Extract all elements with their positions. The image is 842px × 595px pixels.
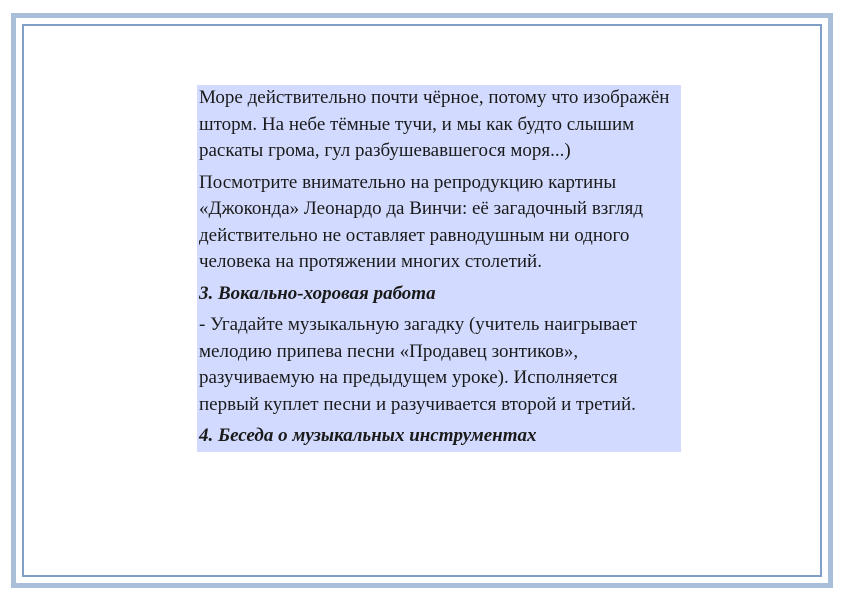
heading-vocal-choral-work: 3. Вокально-хоровая работа — [199, 282, 436, 304]
paragraph-musical-riddle: - Угадайте музыкальную загадку (учитель наигрывает мелодию припева песни «Продавец зонтиков», разучиваемую на предыдущем уроке). Исполняется первый куплет песни и разучивается второй и третий. — [199, 314, 637, 415]
paragraph-sea-description: Море действительно почти чёрное, потому что изображён шторм. На небе тёмные тучи, и мы как будто слышим раскаты грома, гул разбушевавшегося моря...) — [199, 87, 670, 161]
paragraph-gioconda: Посмотрите внимательно на репродукцию картины «Джоконда» Леонардо да Винчи: её загадочный взгляд действительно не оставляет равнодушным ни одного человека на протяжении многих столетий. — [199, 171, 644, 272]
heading-musical-instruments: 4. Беседа о музыкальных инструментах — [199, 425, 537, 446]
text-content-block — [197, 85, 681, 452]
